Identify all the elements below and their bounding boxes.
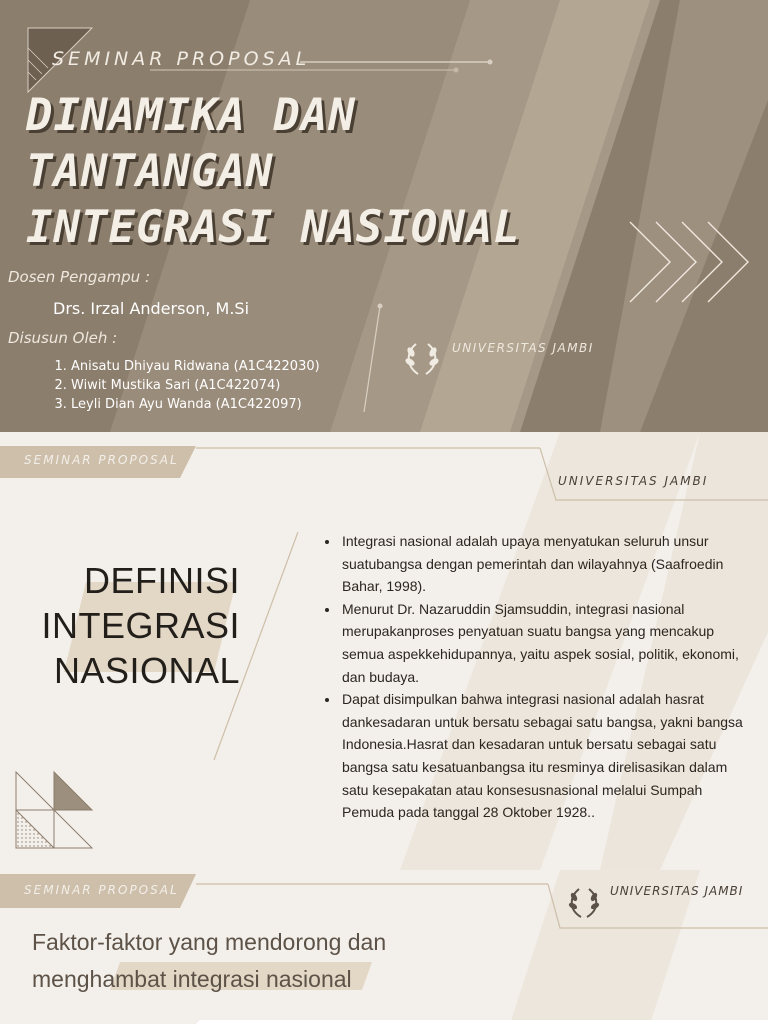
definition-title (30, 558, 240, 693)
definition-points (324, 530, 752, 824)
factors-slide (0, 870, 768, 1024)
university-name: UNIVERSITAS JAMBI (558, 474, 709, 488)
definition-point: • Menurut Dr. Nazaruddin Sjamsuddin, integrasi nasional merupakanproses penyatuan suatu bangsa yang mencakup semua aspekkehidupannya, yaitu aspek sosial, politik, ekonomi, dan budaya. (340, 598, 752, 688)
definition-slide (0, 432, 768, 870)
member-item: 2. Wiwit Mustika Sari (A1C422074) (71, 376, 320, 395)
university-name: UNIVERSITAS JAMBI (610, 884, 744, 898)
university-name: UNIVERSITAS JAMBI (452, 341, 594, 355)
dosen-label: Dosen Pengampu : (8, 268, 151, 286)
definition-point: • Integrasi nasional adalah upaya menyatukan seluruh unsur suatubangsa dengan pemerintah dan wilayahnya (Saafroedin Bahar, 1998). (340, 530, 752, 598)
title-slide (0, 0, 768, 432)
member-list (51, 357, 320, 414)
seminar-kicker: SEMINAR PROPOSAL (52, 48, 311, 70)
main-title-line-1: DINAMIKA DAN (26, 90, 356, 141)
definition-point: • Dapat disimpulkan bahwa integrasi nasional adalah hasrat dankesadaran untuk bersatu sebagai satu bangsa, yakni bangsa Indonesia.Hasrat dan kesadaran untuk bersatu sebagai satu bangsa satu kesatuanbangsa itu resminya direlisasikan dalam satu kesepakatan atau konsesusnasional melalui Sumpah Pemuda pada tanggal 28 Oktober 1928.. (340, 688, 752, 824)
factors-title-line-2: menghambat integrasi nasional (32, 966, 352, 992)
factors-title-line-1: Faktor-faktor yang mendorong dan (32, 929, 387, 955)
seminar-ribbon: SEMINAR PROPOSAL (24, 883, 179, 897)
disusun-label: Disusun Oleh : (8, 329, 118, 347)
main-title-line-2: TANTANGAN (26, 146, 274, 197)
laurel-wreath-icon (402, 338, 442, 378)
member-item: 1. Anisatu Dhiyau Ridwana (A1C422030) (71, 357, 320, 376)
laurel-wreath-icon (566, 884, 602, 920)
definition-title-line-1: DEFINISI (83, 560, 240, 601)
factors-title (32, 924, 386, 998)
definition-title-line-2: INTEGRASI (41, 605, 240, 646)
dosen-name: Drs. Irzal Anderson, M.Si (53, 299, 250, 318)
seminar-ribbon: SEMINAR PROPOSAL (24, 453, 179, 467)
main-title-line-3: INTEGRASI NASIONAL (26, 202, 521, 253)
main-title (26, 88, 521, 256)
member-item: 3. Leyli Dian Ayu Wanda (A1C422097) (71, 395, 320, 414)
definition-title-line-3: NASIONAL (53, 650, 240, 691)
chevron-right-icon (624, 218, 752, 306)
